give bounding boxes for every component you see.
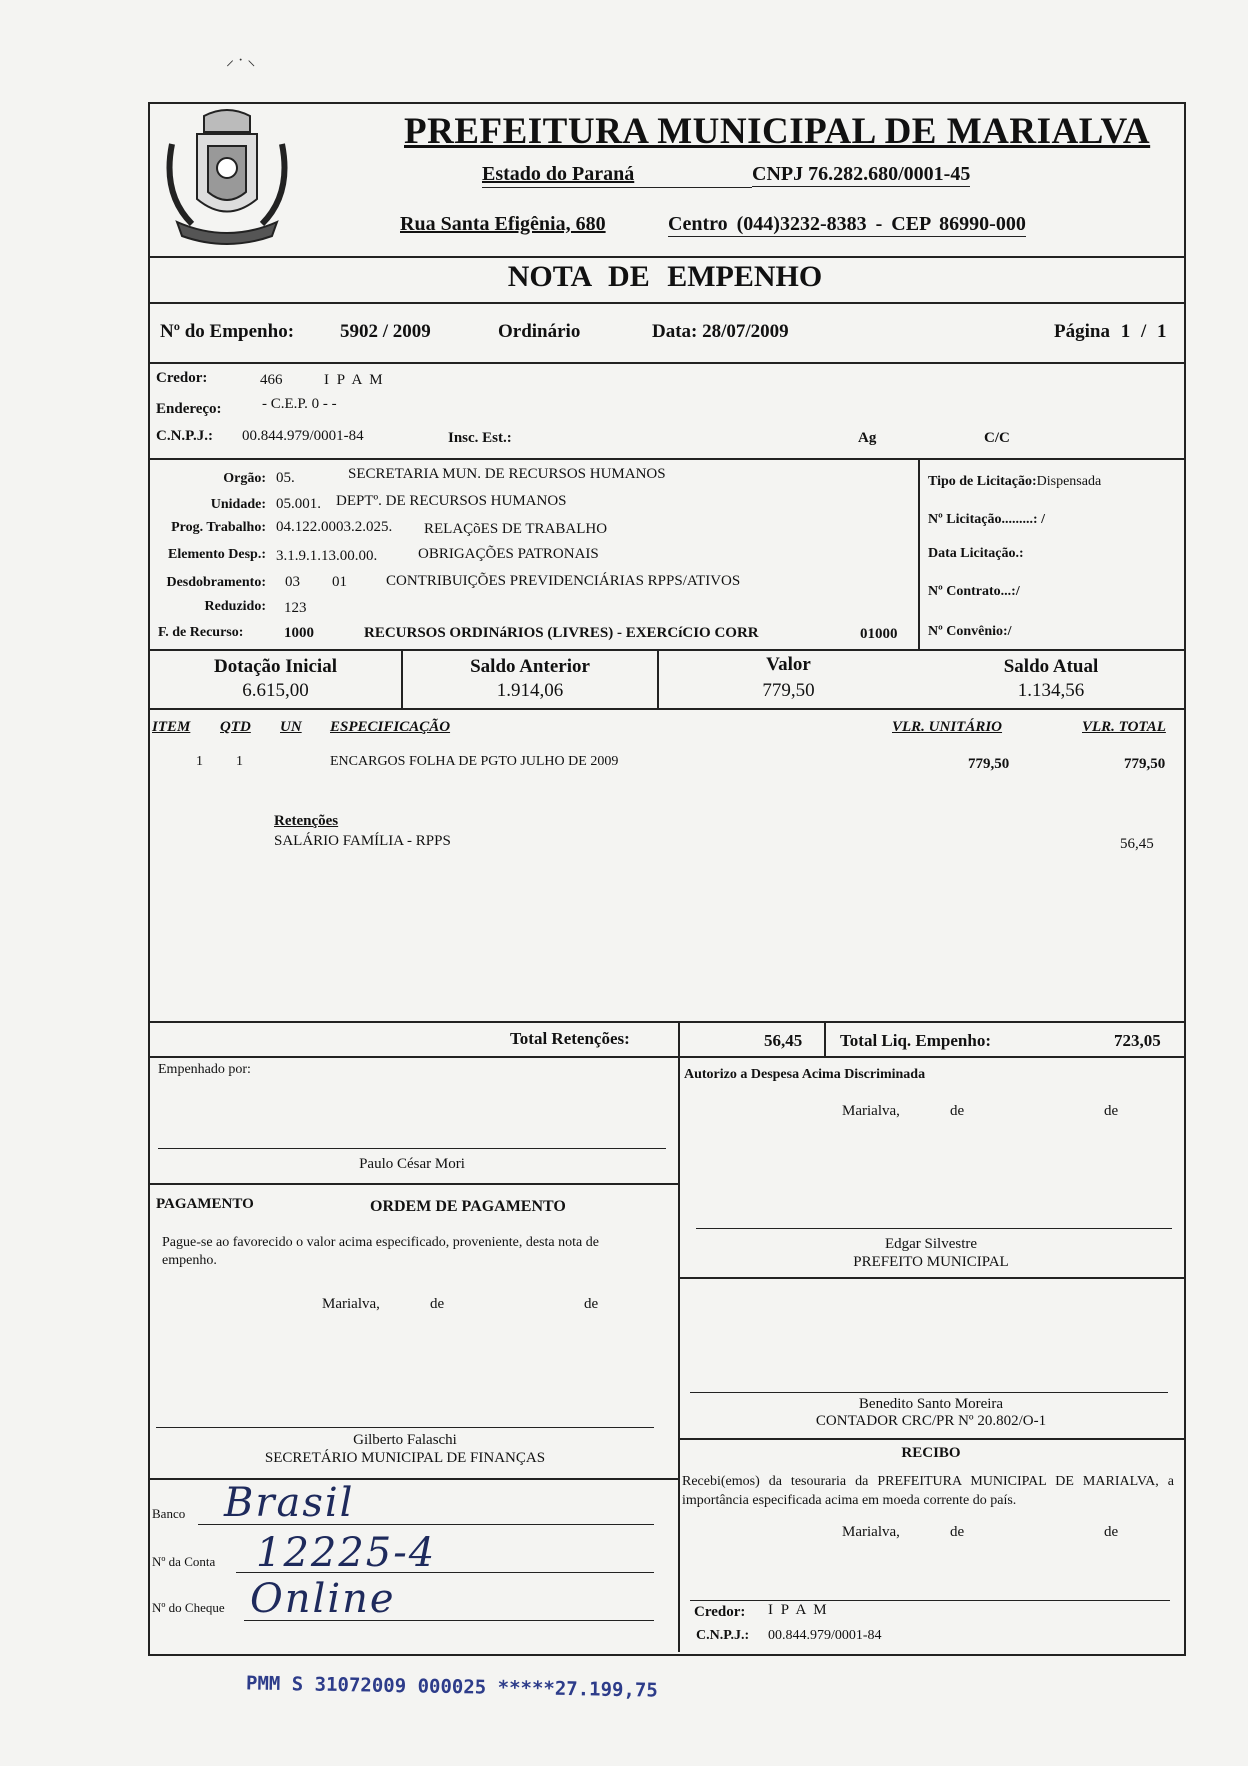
retencao-name: SALÁRIO FAMÍLIA - RPPS [274,833,451,849]
unidade-label: Unidade: [210,497,266,512]
desdob-label: Desdobramento: [166,575,266,590]
header-state: Estado do Paraná [482,163,635,185]
recurso-name: RECURSOS ORDINáRIOS (LIVRES) - EXERCíCIO CORR [364,625,759,641]
pagamento-de2: de [584,1296,599,1312]
autorizo-de1: de [950,1103,965,1119]
pagamento-signer: Gilberto Falaschi [353,1432,457,1448]
atual-label: Saldo Atual [1003,656,1099,677]
prog-code: 04.122.0003.2.025. [276,519,393,535]
autorizo-title: Autorizo a Despesa Acima Discriminada [684,1067,926,1082]
empenho-date: Data: 28/07/2009 [652,321,789,342]
scan-marks: ⸝ · ⸜ [226,52,256,69]
recibo-city: Marialva, [842,1524,900,1540]
cheque-label: Nº do Cheque [152,1600,225,1615]
valor-value: 779,50 [762,680,815,701]
orgao-code: 05. [276,470,295,486]
total-liq-value: 723,05 [1114,1031,1161,1050]
autorizo-role: PREFEITO MUNICIPAL [853,1254,1009,1270]
pagamento-text: Pague-se ao favorecido o valor acima especificado, proveniente, desta nota de empenho. [162,1235,599,1268]
atual-value: 1.134,56 [1017,680,1085,701]
orgao-name: SECRETARIA MUN. DE RECURSOS HUMANOS [348,466,666,482]
tipo-licitacao [928,474,1101,490]
banco-value: Brasil [224,1480,355,1526]
recibo-credor-name: I P A M [768,1602,829,1618]
empenho-type: Ordinário [498,321,581,342]
banco-label: Banco [152,1506,186,1521]
item-1-unit: 779,50 [968,756,1010,772]
item-1-item: 1 [196,754,203,769]
col-spec: ESPECIFICAÇÃO [330,719,451,735]
elemento-name: OBRIGAÇÕES PATRONAIS [418,546,599,562]
retencao-value: 56,45 [1120,836,1154,852]
header-cnpj: CNPJ 76.282.680/0001-45 [752,163,971,185]
orgao-label: Orgão: [223,471,266,486]
header-district-phone: Centro (044)3232-8383 - CEP 86990-000 [668,213,1026,235]
numero-convenio: Nº Convênio:/ [928,624,1012,639]
recurso-code: 1000 [284,625,314,641]
reduzido-value: 123 [284,600,307,616]
reduzido-label: Reduzido: [204,599,266,614]
credor-code: 466 [260,372,283,388]
empenhado-name: Paulo César Mori [359,1156,465,1172]
recibo-de1: de [950,1524,965,1540]
desdob-code2: 01 [332,574,347,590]
recurso-label: F. de Recurso: [158,625,244,640]
recibo-title: RECIBO [901,1445,961,1461]
unidade-code: 05.001. [276,496,321,512]
col-un: UN [280,719,302,735]
anterior-value: 1.914,06 [496,680,564,701]
item-1-spec: ENCARGOS FOLHA DE PGTO JULHO DE 2009 [330,754,619,769]
col-item: ITEM [152,719,191,735]
desdob-name: CONTRIBUIÇÕES PREVIDENCIÁRIAS RPPS/ATIVOS [386,573,741,589]
header-title: PREFEITURA MUNICIPAL DE MARIALVA [404,111,1151,152]
empenho-page: Página 1 / 1 [1054,321,1167,342]
dotacao-label: Dotação Inicial [214,656,337,677]
recibo-cnpj-value: 00.844.979/0001-84 [768,1628,882,1643]
tipo-licitacao-value: Dispensada [1036,474,1102,489]
ag-label: Ag [858,430,877,446]
prog-name: RELAÇõES DE TRABALHO [424,521,608,537]
autorizo-signer: Edgar Silvestre [884,1236,978,1252]
tipo-licitacao-label: Tipo de Licitação: [928,474,1037,489]
anterior-label: Saldo Anterior [470,656,590,677]
item-1-total: 779,50 [1124,756,1166,772]
dotacao-value: 6.615,00 [242,680,309,701]
endereco-value: - C.E.P. 0 - - [262,396,337,412]
pagamento-de1: de [430,1296,445,1312]
item-1-qtd: 1 [236,754,243,769]
recibo-de2: de [1104,1524,1119,1540]
total-ret-label: Total Retenções: [510,1029,630,1048]
contador-role: CONTADOR CRC/PR Nº 20.802/O-1 [815,1413,1047,1429]
pagamento-title: PAGAMENTO [156,1196,254,1212]
contador-name: Benedito Santo Moreira [858,1396,1004,1412]
cnpj-label: C.N.P.J.: [156,428,213,444]
valor-label: Valor [766,654,811,675]
total-liq-label: Total Liq. Empenho: [840,1031,991,1050]
numero-contrato: Nº Contrato...:/ [928,584,1020,599]
cnpj-value: 00.844.979/0001-84 [242,428,364,444]
elemento-code: 3.1.9.1.13.00.00. [276,548,378,564]
recibo-text: Recebi(emos) da tesouraria da PREFEITURA MUNICIPAL DE MARIALVA, a importância especificada acima em moeda corrente do país. [682,1474,1174,1508]
elemento-label: Elemento Desp.: [168,547,266,562]
credor-label: Credor: [156,370,208,386]
credor-name: I P A M [324,372,385,388]
empenho-label: Nº do Empenho: [160,321,295,342]
pagamento-role: SECRETÁRIO MUNICIPAL DE FINANÇAS [264,1450,546,1466]
col-unit: VLR. UNITÁRIO [892,719,1003,735]
ordem-pagamento: ORDEM DE PAGAMENTO [370,1198,566,1215]
col-total: VLR. TOTAL [1082,719,1166,735]
prog-label: Prog. Trabalho: [171,520,266,535]
conta-label: Nº da Conta [152,1554,216,1569]
header-address: Rua Santa Efigênia, 680 [400,213,606,235]
doc-title: NOTA DE EMPENHO [507,260,823,293]
coat-of-arms-icon [152,104,302,252]
recurso-code2: 01000 [860,626,898,642]
endereco-label: Endereço: [156,401,222,417]
col-qtd: QTD [220,719,251,735]
recibo-credor-label: Credor: [694,1604,746,1620]
retencoes-title: Retenções [274,813,339,829]
autorizo-city: Marialva, [842,1103,900,1119]
state-underline [482,187,752,188]
desdob-code1: 03 [285,574,300,590]
cc-label: C/C [984,430,1010,446]
recibo-cnpj-label: C.N.P.J.: [696,1628,750,1643]
data-licitacao: Data Licitação.: [928,546,1024,561]
insc-label: Insc. Est.: [448,430,512,446]
empenho-number: 5902 / 2009 [340,321,431,342]
conta-value: 12225-4 [256,1530,437,1576]
numero-licitacao: Nº Licitação.........: / [928,512,1045,527]
total-ret-value: 56,45 [764,1031,803,1050]
bank-stamp: PMM S 31072009 000025 *****27.199,75 [245,1672,658,1702]
unidade-name: DEPTº. DE RECURSOS HUMANOS [336,493,567,509]
empenhado-label: Empenhado por: [158,1062,251,1077]
pagamento-city: Marialva, [322,1296,380,1312]
autorizo-de2: de [1104,1103,1119,1119]
cheque-value: Online [250,1576,396,1622]
